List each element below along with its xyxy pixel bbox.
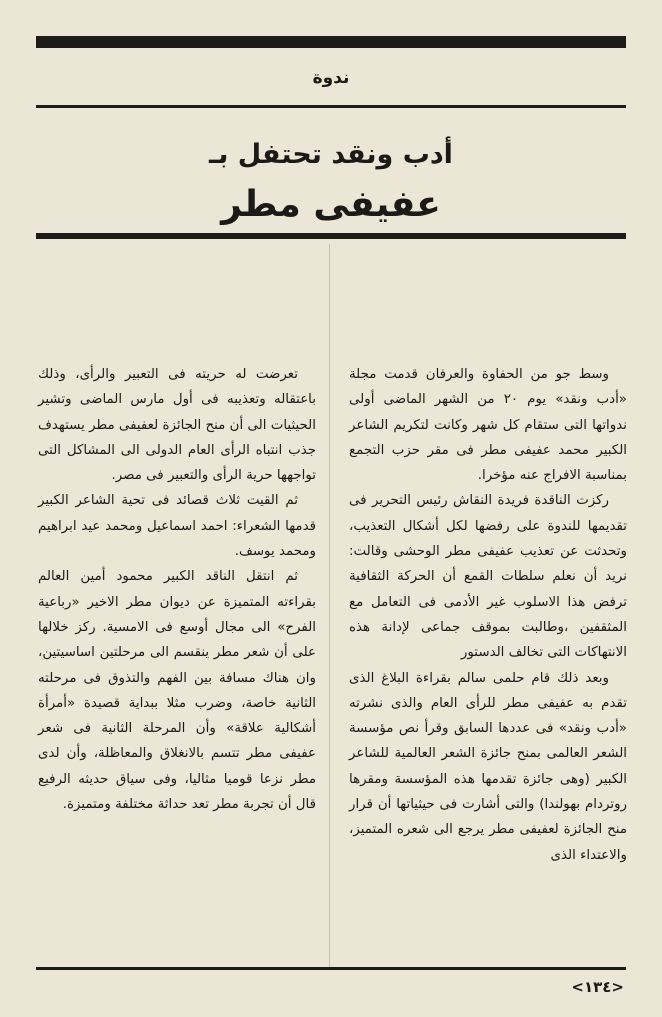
article-column-right [349,362,627,868]
headline-line-2: عفيفى مطر [221,184,441,225]
article-column-left [38,362,316,817]
top-decorative-bar [36,36,626,48]
section-label: ندوة [312,68,350,88]
paragraph: وبعد ذلك قام حلمى سالم بقراءة البلاغ الذى تقدم به عفيفى مطر للرأى العام والذى نشرته «أدب ونقد» فى عددها السابق وقرأ نص مؤسسة الشعر العالمى بمنح جائزة الشعر العالمية للشاعر الكبير (وهى جائزة تقدمها هذه المؤسسة ومقرها روتردام بهولندا) والتى أشارت فى حيثياتها أن قرار منح الجائزة لعفيفى مطر يرجع الى شعره المتميز، والاعتداء الذى [349,670,627,863]
headline-line-1: أدب ونقد تحتفل بـ [209,139,453,170]
paragraph: ركزت الناقدة فريدة النقاش رئيس التحرير فى تقديمها للندوة على رفضها لكل أشكال التعذيب، وتحدثت عن تعذيب عفيفى مطر الوحشى وقالت: نريد أن نعلم سلطات القمع أن الحركة الثقافية ترفض هذا الاسلوب غير الأدمى فى التعامل مع المثقفين ،وطالبت بموقف جماعى لإدانة هذه الانتهاكات التى تخالف الدستور [349,493,627,661]
page-number: <١٣٤> [571,978,624,996]
footer-rule [36,967,626,970]
paragraph: ثم القيت ثلاث قصائد فى تحية الشاعر الكبير قدمها الشعراء: احمد اسماعيل ومحمد عيد ابراهيم ومحمد يوسف. [38,493,316,560]
column-divider [329,244,330,969]
header-rule [36,105,626,108]
headline-rule [36,233,626,239]
paragraph: وسط جو من الحفاوة والعرفان قدمت مجلة «أدب ونقد» يوم ٢٠ من الشهر الماضى أولى ندواتها التى ستقام كل شهر وكانت لتكريم الشاعر الكبير محمد عفيفى مطر فى مقر حزب التجمع بمناسبة الافراج عنه مؤخرا. [349,367,627,484]
paragraph: تعرضت له حريته فى التعبير والرأى، وذلك باعتقاله وتعذيبه فى أول مارس الماضى وتشير الحيثيات الى أن منح الجائزة لعفيفى مطر يستهدف جذب انتباه الرأى العام الدولى الى المشاكل التى تواجهها حرية الرأى والتعبير فى مصر. [38,367,316,484]
paragraph: ثم انتقل الناقد الكبير محمود أمين العالم بقراءته المتميزة عن ديوان مطر الاخير «رباعية الفرح» الى مجال أوسع فى الامسية. ركز خلالها على أن شعر مطر ينقسم الى مرحلتين اساسيتين، وان هناك مسافة بين الفهم والتذوق فى مرحلته الثانية خاصة، وضرب مثلا ببداية قصيدة «أمرأة أشكالية علاقة» وأن المرحلة الثانية فى شعر عفيفى مطر تتسم بالانغلاق والمعاظلة، وأن لدى مطر نزعا قوميا مثاليا، وفى سياق حديثه الرفيع قال أن تجربة مطر تعد حداثة مختلفة ومتميزة. [38,569,316,813]
